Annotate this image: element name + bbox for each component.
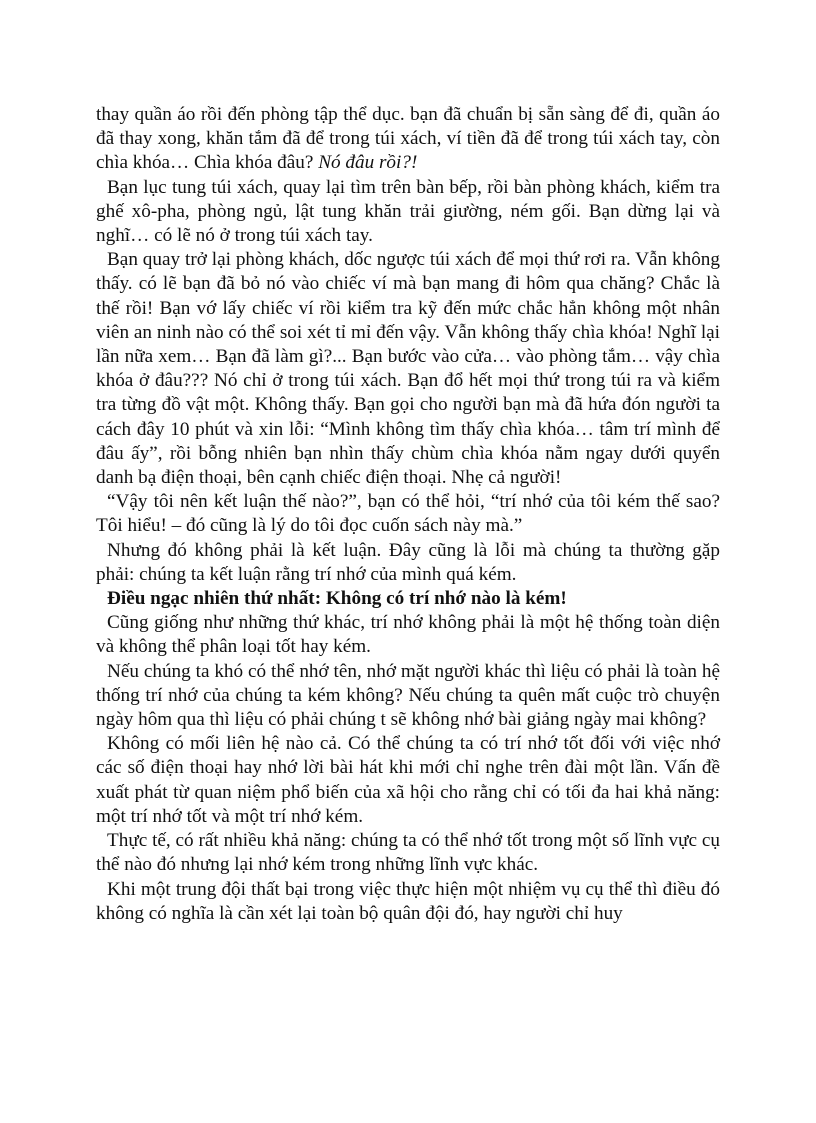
section-heading: Điều ngạc nhiên thứ nhất: Không có trí nhớ nào là kém!: [107, 588, 567, 610]
paragraph-7: Nếu chúng ta khó có thể nhớ tên, nhớ mặt người khác thì liệu có phải là toàn hệ thống trí nhớ của chúng ta kém không? Nếu chúng ta quên mất cuộc trò chuyện ngày hôm qua thì liệu có phải chúng t sẽ không nhớ bài giảng ngày mai không?: [96, 660, 720, 731]
paragraph-8: Không có mối liên hệ nào cả. Có thể chúng ta có trí nhớ tốt đối với việc nhớ các số điện thoại hay nhớ lời bài hát khi mới chỉ nghe trên đài một lần. Vấn đề xuất phát từ quan niệm phổ biến của xã hội cho rằng chỉ có tối đa hai khả năng: một trí nhớ tốt và một trí nhớ kém.: [96, 733, 720, 827]
paragraph-6: Cũng giống như những thứ khác, trí nhớ không phải là một hệ thống toàn diện và không thể phân loại tốt hay kém.: [96, 612, 720, 658]
paragraph-10: Khi một trung đội thất bại trong việc thực hiện một nhiệm vụ cụ thể thì điều đó không có nghĩa là cần xét lại toàn bộ quân đội đó, hay người chỉ huy: [96, 878, 720, 924]
paragraph-1: [96, 103, 720, 176]
paragraph-2: Bạn lục tung túi xách, quay lại tìm trên bàn bếp, rồi bàn phòng khách, kiểm tra ghế xô-pha, phòng ngủ, lật tung khăn trải giường, ném gối. Bạn dừng lại và nghĩ… có lẽ nó ở trong túi xách tay.: [96, 176, 720, 247]
paragraph-4: “Vậy tôi nên kết luận thế nào?”, bạn có thể hỏi, “trí nhớ của tôi kém thế sao? Tôi hiểu! – đó cũng là lý do tôi đọc cuốn sách này mà.”: [96, 491, 720, 537]
paragraph-1-text: thay quần áo rồi đến phòng tập thể dục. bạn đã chuẩn bị sẵn sàng để đi, quần áo đã thay xong, khăn tắm đã để trong túi xách, ví tiền đã để trong túi xách tay, còn chìa khóa… Chìa khóa đâu?: [96, 104, 720, 174]
paragraph-1-italic-text: Nó đâu rồi?!: [318, 152, 418, 174]
paragraph-9: Thực tế, có rất nhiều khả năng: chúng ta có thể nhớ tốt trong một số lĩnh vực cụ thể nào đó nhưng lại nhớ kém trong những lĩnh vực khác.: [96, 830, 720, 876]
paragraph-5: Nhưng đó không phải là kết luận. Đây cũng là lỗi mà chúng ta thường gặp phải: chúng ta kết luận rằng trí nhớ của mình quá kém.: [96, 539, 720, 585]
paragraph-3: Bạn quay trở lại phòng khách, dốc ngược túi xách để mọi thứ rơi ra. Vẫn không thấy. có lẽ bạn đã bỏ nó vào chiếc ví mà bạn mang đi hôm qua chăng? Chắc là thế rồi! Bạn vớ lấy chiếc ví rồi kiểm tra kỹ đến mức chắc hẳn không một nhân viên an ninh nào có thể soi xét tỉ mỉ đến vậy. Vẫn không thấy chìa khóa! Nghĩ lại lần nữa xem… Bạn đã làm gì?... Bạn bước vào cửa… vào phòng tắm… vậy chìa khóa ở đâu??? Nó chỉ ở trong túi xách. Bạn đổ hết mọi thứ trong túi ra và kiểm tra từng đồ vật một. Không thấy. Bạn gọi cho người bạn mà đã hứa đón người ta cách đây 10 phút và xin lỗi: “Mình không tìm thấy chìa khóa… tâm trí mình để đâu ấy”, rồi bỗng nhiên bạn nhìn thấy chùm chìa khóa nằm ngay dưới quyển danh bạ điện thoại, bên cạnh chiếc điện thoại. Nhẹ cả người!: [96, 249, 720, 489]
